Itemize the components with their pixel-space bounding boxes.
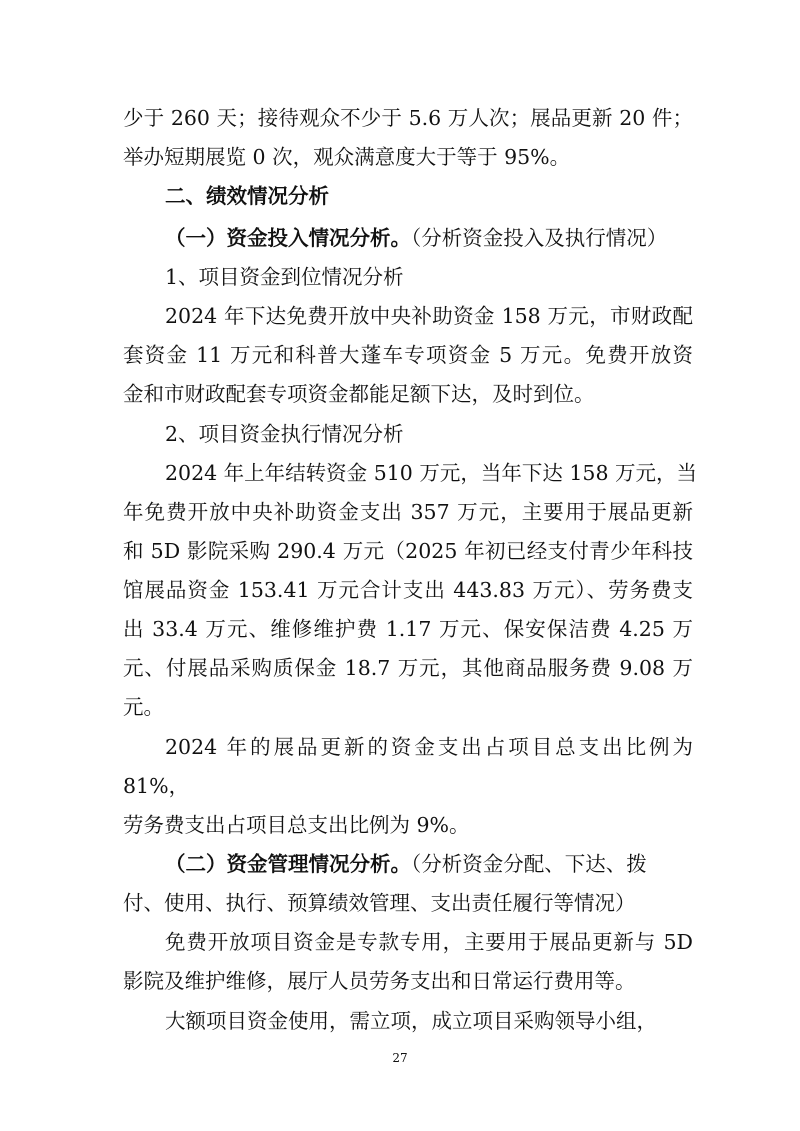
body-line: 年免费开放中央补助资金支出 357 万元，主要用于展品更新	[123, 500, 693, 524]
body-line: 少于 260 天；接待观众不少于 5.6 万人次；展品更新 20 件；	[123, 106, 693, 130]
body-line: 大额项目资金使用，需立项，成立项目采购领导小组，	[165, 1009, 657, 1033]
body-line: 劳务费支出占项目总支出比例为 9%。	[123, 813, 470, 837]
item-heading: 2、项目资金执行情况分析	[165, 422, 404, 446]
body-line: 套资金 11 万元和科普大蓬车专项资金 5 万元。免费开放资	[123, 343, 693, 367]
subsection-note: （分析资金分配、下达、拨	[411, 852, 647, 876]
subsection-heading-1	[165, 224, 693, 252]
body-line: 出 33.4 万元、维修维护费 1.17 万元、保安保洁费 4.25 万	[123, 617, 693, 641]
section-heading: 二、绩效情况分析	[165, 184, 329, 208]
body-line: 2024 年的展品更新的资金支出占项目总支出比例为	[165, 735, 693, 759]
subsection-title: （一）资金投入情况分析。	[165, 226, 411, 250]
body-line: 81%，	[123, 774, 190, 798]
page-number: 27	[392, 1051, 408, 1065]
body-line: 2024 年下达免费开放中央补助资金 158 万元，市财政配	[165, 304, 693, 328]
subsection-title: （二）资金管理情况分析。	[165, 852, 411, 876]
body-line: 免费开放项目资金是专款专用，主要用于展品更新与 5D	[165, 930, 693, 954]
item-heading: 1、项目资金到位情况分析	[165, 265, 404, 289]
body-line: 金和市财政配套专项资金都能足额下达，及时到位。	[123, 382, 595, 406]
body-line: 举办短期展览 0 次，观众满意度大于等于 95%。	[123, 145, 571, 169]
body-line: 元。	[123, 695, 164, 719]
body-line: 付、使用、执行、预算绩效管理、支出责任履行等情况）	[123, 891, 636, 915]
body-line: 2024 年上年结转资金 510 万元，当年下达 158 万元，当	[165, 461, 698, 485]
body-line: 和 5D 影院采购 290.4 万元（2025 年初已经支付青少年科技	[123, 539, 693, 563]
subsection-heading-2	[165, 850, 693, 878]
body-line: 元、付展品采购质保金 18.7 万元，其他商品服务费 9.08 万	[123, 656, 693, 680]
subsection-note: （分析资金投入及执行情况）	[411, 226, 668, 250]
body-line: 影院及维护维修，展厅人员劳务支出和日常运行费用等。	[123, 969, 636, 993]
body-line: 馆展品资金 153.41 万元合计支出 443.83 万元）、劳务费支	[123, 578, 693, 602]
